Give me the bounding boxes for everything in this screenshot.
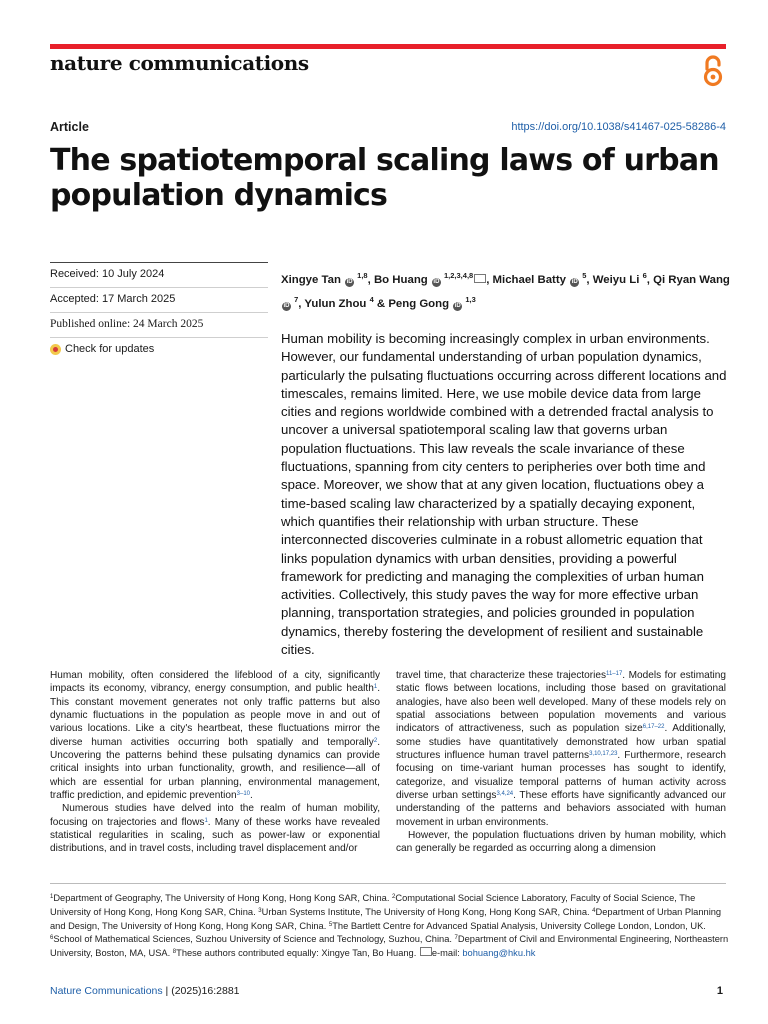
orcid-icon[interactable]: iD: [433, 278, 440, 285]
affiliation-marker: 5: [328, 921, 333, 928]
orcid-icon[interactable]: iD: [571, 278, 578, 285]
citation-reference[interactable]: 6,17–22: [642, 724, 665, 731]
author-affiliation-marker: 1,8: [355, 271, 368, 280]
author-list: Xingye Tan iD $^{1,8}$, Bo Huang iD $^{1,2,3,4,8}$ , Michael Batty iD $^5$, Weiyu Li $^6$, Qi Ryan Wang iD $^7$, Yulun Zhou $^4$ & Peng Gong iD $^{1,3}$: [281, 271, 730, 310]
author-name[interactable]: Bo Huang: [373, 273, 428, 286]
affiliation-marker: 4: [592, 907, 596, 914]
author-affiliation-marker: 6: [642, 271, 647, 280]
author-affiliation-marker: 1,2,3,4,8: [441, 271, 474, 280]
published-date: Published online: 24 March 2025: [50, 312, 268, 337]
citation-reference[interactable]: 11–17: [606, 671, 623, 677]
author-name[interactable]: Qi Ryan Wang: [653, 273, 730, 286]
author-name[interactable]: Michael Batty: [492, 273, 566, 286]
affiliations: $^1$Department of Geography, The University of Hong Kong, Hong Kong SAR, China. $^2$Computational Social Science Laboratory, Faculty of Social Science, The University of Hong Kong, Hong Kong SAR, China. $^3$Urban Systems Institute, The University of Hong Kong, Hong Kong SAR, China. $^4$Department of Urban Planning and Design, The University of Hong Kong, Hong Kong SAR, China. $^5$The Bartlett Centre for Advanced Spatial Analysis, University College London, London, UK. $^6$School of Mathematical Sciences, Suzhou University of Science and Technology, Suzhou, China. $^7$Department of Civil and Environmental Engineering, Northeastern University, Boston, MA, USA. $^8$These authors contributed equally: Xingye Tan, Bo Huang. e-mail: bohuang@hku.hk: [50, 893, 729, 959]
abstract-text: Human mobility is becoming increasingly complex in urban environments. However, our fundamental understanding of urban population dynamics, particularly the pulsating fluctuations occurring across different locations and timescales, remains limited. Here, we use mobile device data from large cities and regions worldwide combined with a detrended fractal analysis to uncover a universal spatiotemporal scaling law that governs urban population fluctuations. This law reveals the scale invariance of these fluctuations, spanning from city centers to peripheries over both time and space. Moreover, we show that at any given location, fluctuations obey a time-based scaling law characterized by a spatially decaying exponent, which quantifies their relationship with urban structure. These interconnected discoveries culminate in a robust allometric equation that links population dynamics with urban densities, providing a powerful framework for predicting and managing the complexities of urban human activities. Collectively, this study paves the way for more effective urban planning, transportation strategies, and policies grounded in population dynamics, thereby fostering the development of resilient and sustainable cities.: [281, 331, 727, 658]
footer-citation: | (2025)16:2881: [162, 985, 240, 997]
affiliation-marker: 1: [50, 894, 54, 900]
check-for-updates-label: Check for updates: [65, 343, 155, 355]
doi-link[interactable]: https://doi.org/10.1038/s41467-025-58286-4: [511, 121, 726, 133]
footnote-divider: [50, 883, 726, 884]
citation-reference[interactable]: 1: [204, 817, 208, 824]
citation-reference[interactable]: 3,10,17,23: [589, 751, 618, 758]
author-affiliation-marker: 5: [580, 271, 587, 280]
affiliation-marker: 6: [50, 935, 54, 942]
citation-reference[interactable]: 3,4,24: [496, 791, 514, 798]
article-title: The spatiotemporal scaling laws of urban population dynamics: [50, 143, 719, 213]
corresponding-email-link[interactable]: bohuang@hku.hk: [462, 948, 536, 959]
body-paragraph: Numerous studies have delved into the realm of human mobility, focusing on trajectories and flows$^1$. Many of these works have revealed statistical regularities in scaling, such as power-law or exponential distributions, and in travel costs, including travel displacement and/or: [50, 803, 380, 855]
article-history: [50, 262, 268, 362]
citation-reference[interactable]: 2: [373, 737, 378, 744]
page-footer: [50, 985, 240, 997]
body-paragraph: Human mobility, often considered the lifeblood of a city, significantly impacts its economy, vibrancy, energy consumption, and public health$^1$. This constant movement generates not only traffic patterns but also dynamic fluctuations in the population as people move in and out of various locations. Like a city's heartbeat, these fluctuations mirror the diverse human activities occurring both spatially and temporally$^2$. Uncovering the patterns behind these pulsating dynamics can provide critical insights into urban functionality, growth, and resilience—all of which are essential for urban planning, environmental management, traffic prediction, and epidemic prevention$^{3-10}$.: [50, 670, 380, 802]
author-affiliation-marker: 4: [369, 294, 374, 304]
author-name[interactable]: Yulun Zhou: [304, 297, 367, 310]
orcid-icon[interactable]: iD: [283, 302, 290, 309]
citation-reference[interactable]: 1: [373, 684, 378, 691]
header-accent-bar: [50, 44, 726, 49]
affiliation-marker: 8: [172, 949, 177, 956]
body-column-right: [396, 669, 726, 856]
citation-reference[interactable]: 3–10: [236, 791, 251, 798]
body-paragraph: However, the population fluctuations driven by human mobility, which can generally be regarded as occurring along a dimension: [396, 830, 726, 855]
email-icon: [420, 947, 432, 956]
email-icon[interactable]: [474, 274, 486, 283]
body-paragraph: travel time, that characterize these trajectories$^{11-17}$. Models for estimating static flows between locations, including those based on gravitational analogies, have also been well developed. Many of these models rely on spatial associations between population movements and various indicators of attractiveness, such as population size$^{6,17-22}$. Additionally, some studies have quantitatively demonstrated how urban spatial structures influence human travel patterns$^{3,10,17,23}$. Furthermore, research focusing on time-variant human processes has sought to identify, categorize, and visualize temporal patterns of human activity across diverse urban settings$^{3,4,24}$. These efforts have significantly advanced our understanding of the patterns and behaviors associated with human movement in urban environments.: [396, 670, 727, 828]
journal-name[interactable]: nature communications: [50, 51, 309, 75]
author-affiliation-marker: 1,3: [463, 294, 476, 304]
open-access-icon: [700, 54, 726, 88]
author-name[interactable]: Xingye Tan: [281, 273, 341, 286]
email-label: e-mail:: [431, 948, 463, 959]
check-for-updates-button[interactable]: [50, 337, 268, 362]
page-number: 1: [716, 985, 723, 997]
footer-journal-link[interactable]: Nature Communications: [50, 985, 163, 997]
body-column-left: [50, 669, 380, 856]
check-for-updates-icon: [50, 344, 61, 355]
author-name[interactable]: Peng Gong: [388, 297, 450, 310]
author-name[interactable]: Weiyu Li: [592, 273, 640, 286]
accepted-date: Accepted: 17 March 2025: [50, 287, 268, 312]
orcid-icon[interactable]: iD: [346, 278, 353, 285]
orcid-icon[interactable]: iD: [454, 302, 461, 309]
affiliation-marker: 7: [454, 935, 458, 942]
received-date: Received: 10 July 2024: [50, 262, 268, 287]
abstract: [281, 330, 727, 659]
article-type-label: Article: [50, 120, 89, 134]
affiliation-marker: 2: [392, 894, 396, 900]
author-affiliation-marker: 7: [292, 294, 299, 304]
affiliation-marker: 3: [258, 907, 262, 914]
